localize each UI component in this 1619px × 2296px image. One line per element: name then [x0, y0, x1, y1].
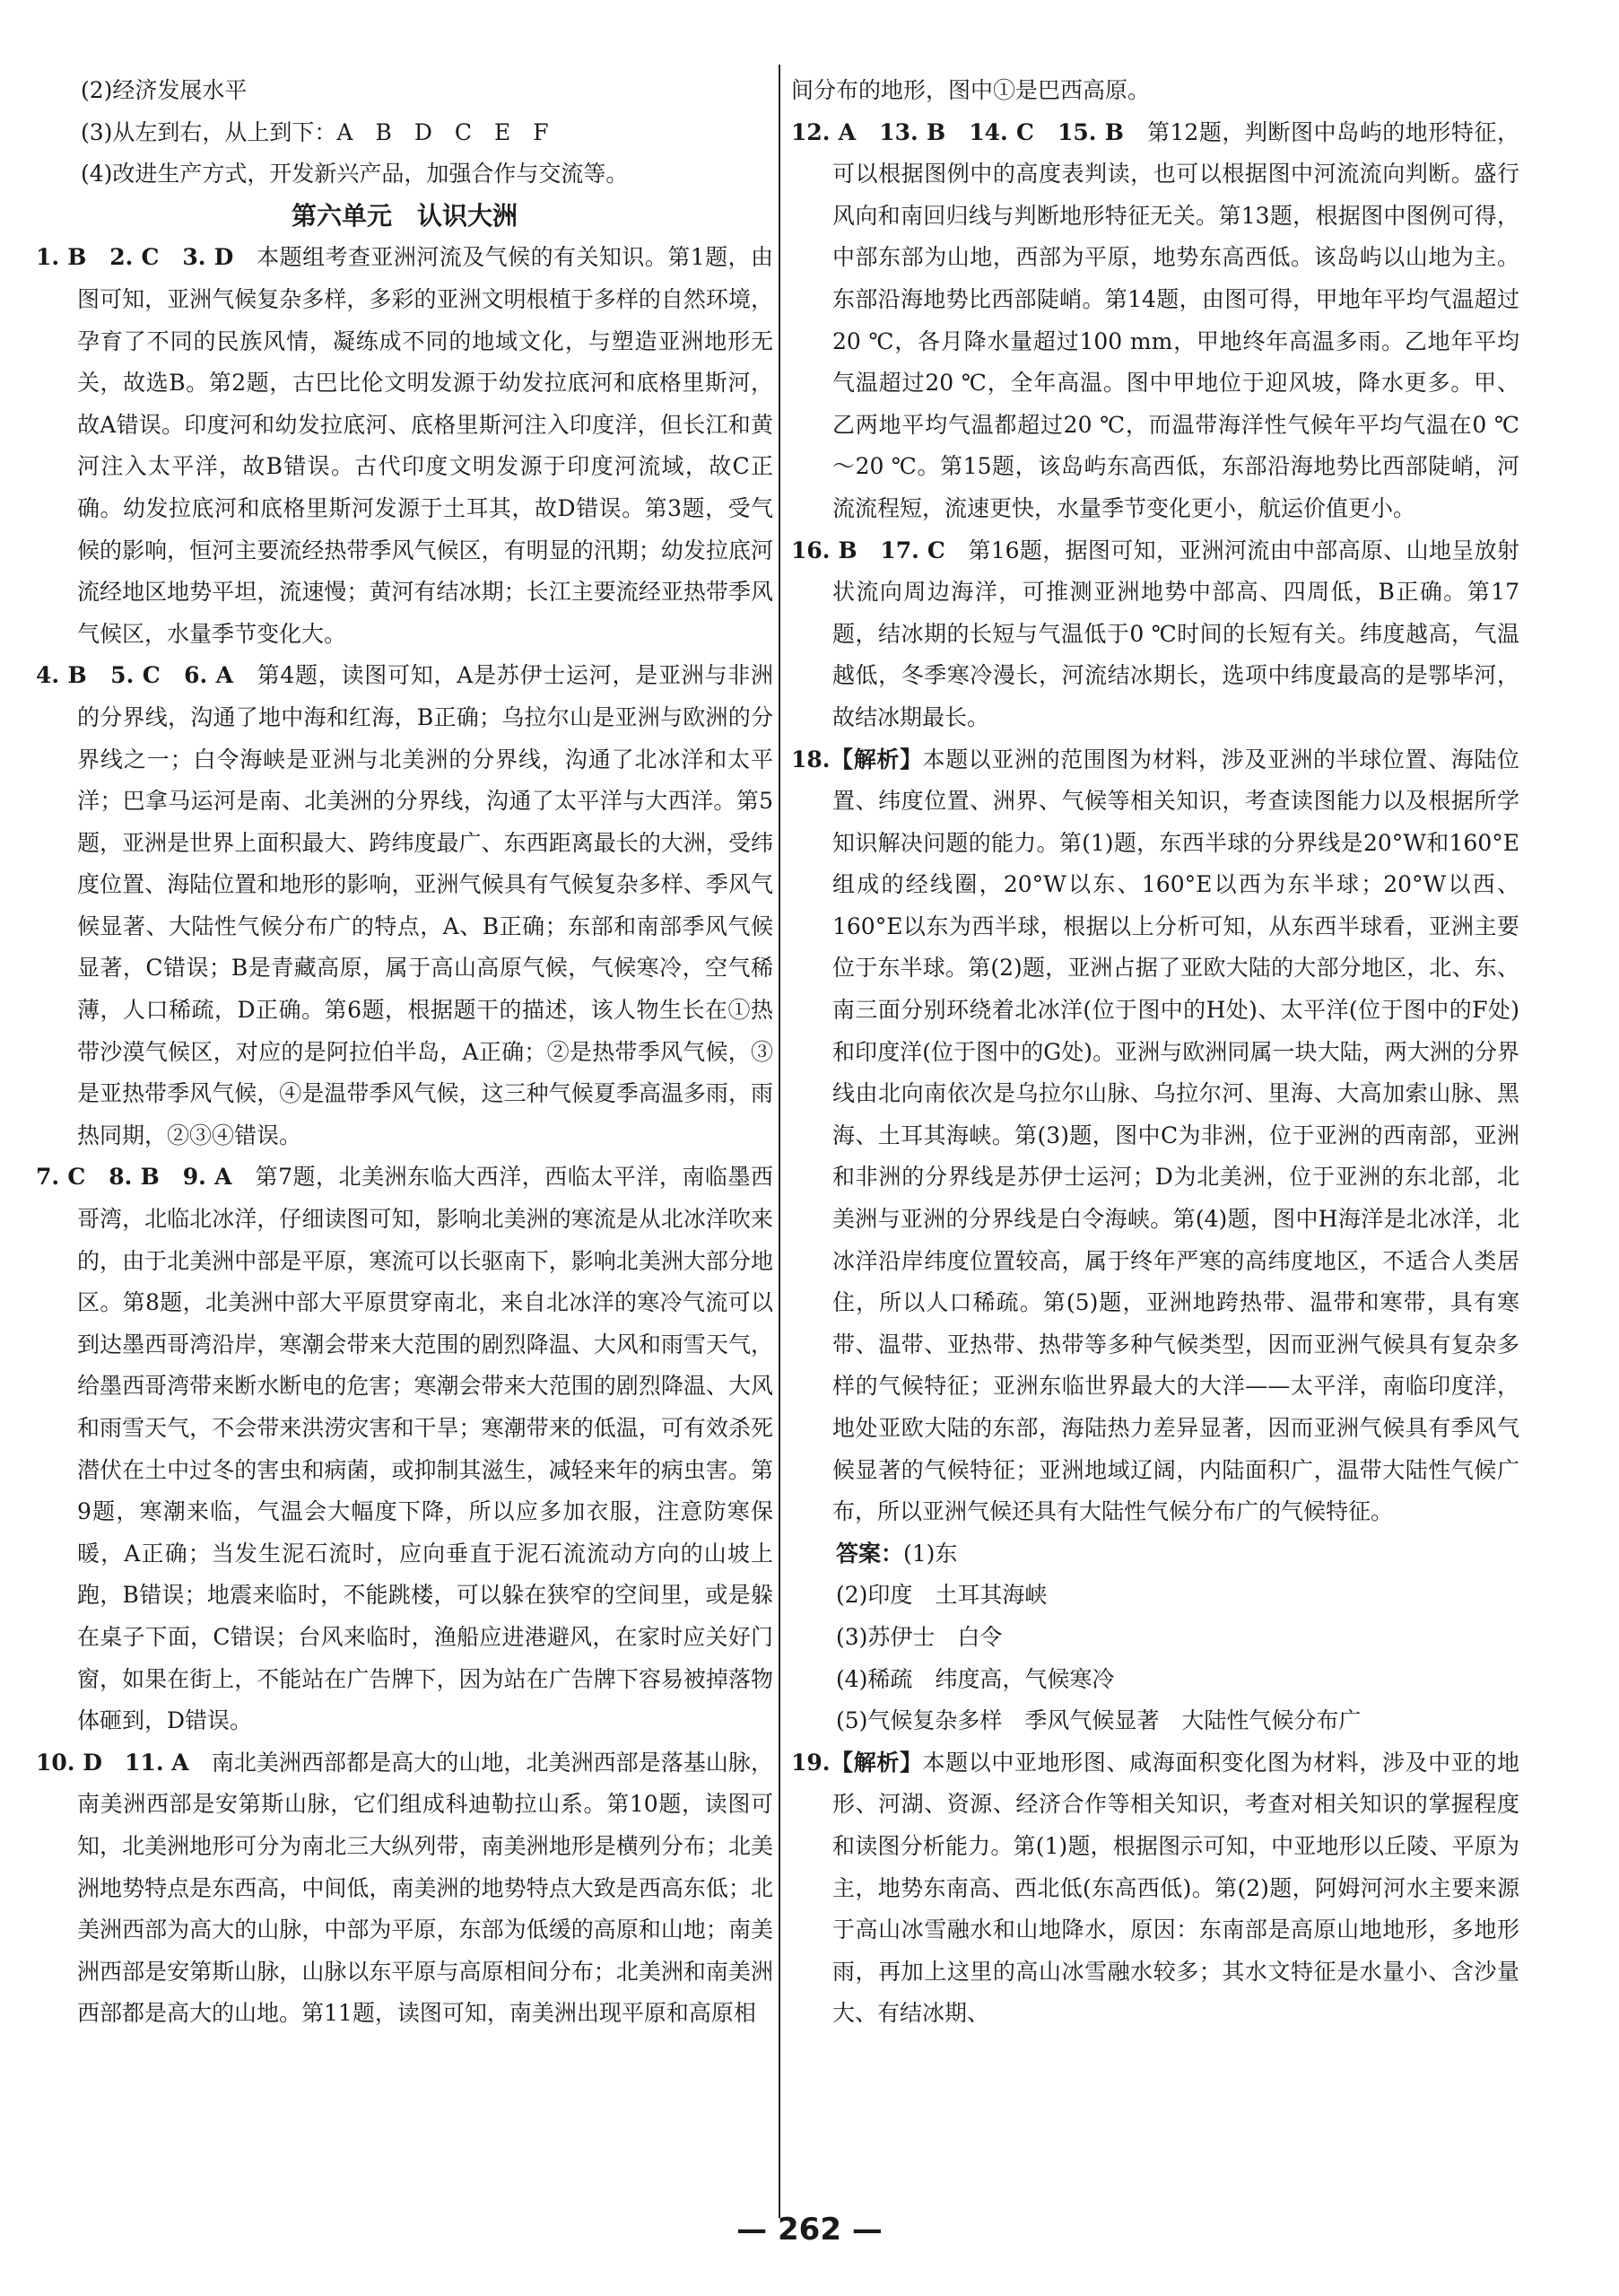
answer-key: 10. D 11. A [36, 1749, 189, 1776]
answer-line: (5)气候复杂多样 季风气候显著 大陆性气候分布广 [836, 1707, 1362, 1734]
answer-key: 12. A 13. B 14. C 15. B [791, 118, 1124, 145]
answer-line: (4)稀疏 纬度高，气候寒冷 [836, 1665, 1115, 1692]
answer-block [791, 1533, 1519, 1576]
answer-entry [791, 112, 1519, 530]
explanation-text: 本题以亚洲的范围图为材料，涉及亚洲的半球位置、海陆位置、纬度位置、洲界、气候等相关知识，考查读图能力以及根据所学知识解决问题的能力。第(1)题，东西半球的分界线是20°W和160°E组成的经线圈，20°W以东、160°E以西为东半球；20°W以西、160°E以东为西半球，根据以上分析可知，从东西半球看，亚洲主要位于东半球。第(2)题，亚洲占据了亚欧大陆的大部分地区，北、东、南三面分别环绕着北冰洋(位于图中的H处)、太平洋(位于图中的F处)和印度洋(位于图中的G处)。亚洲与欧洲同属一块大陆，两大洲的分界线由北向南依次是乌拉尔山脉、乌拉尔河、里海、大高加索山脉、黑海、土耳其海峡。第(3)题，图中C为非洲，位于亚洲的西南部，亚洲和非洲的分界线是苏伊士运河；D为北美洲，位于亚洲的东北部，北美洲与亚洲的分界线是白令海峡。第(4)题，图中H海洋是北冰洋，北冰洋沿岸纬度位置较高，属于终年严寒的高纬度地区，不适合人类居住，所以人口稀疏。第(5)题，亚洲地跨热带、温带和寒带，具有寒带、温带、亚热带、热带等多种气候类型，因而亚洲气候具有复杂多样的气候特征；亚洲东临世界最大的大洋——太平洋，南临印度洋，地处亚欧大陆的东部，海陆热力差异显著，因而亚洲气候具有季风气候显著的气候特征；亚洲地域辽阔，内陆面积广，温带大陆性气候广布，所以亚洲气候还具有大陆性气候分布广的气候特征。 [832, 746, 1519, 1525]
unit-title: 第六单元 认识大洲 [291, 200, 518, 231]
answer-line: (2)印度 土耳其海峡 [836, 1582, 1048, 1609]
explanation-text: 第12题，判断图中岛屿的地形特征，可以根据图例中的高度表判读，也可以根据图中河流流向判断。盛行风向和南回归线与判断地形特征无关。第13题，根据图中图例可得，中部东部为山地，西部为平原，地势东高西低。该岛屿以山地为主。东部沿海地势比西部陡峭。第14题，由图可得，甲地年平均气温超过20 ℃，各月降水量超过100 mm，甲地终年高温多雨。乙地年平均气温超过20 ℃，全年高温。图中甲地位于迎风坡，降水更多。甲、乙两地平均气温都超过20 ℃，而温带海洋性气候年平均气温在0 ℃～20 ℃。第15题，该岛屿东高西低，东部沿海地势比西部陡峭，河流流程短，流速更快，水量季节变化更小，航运价值更小。 [832, 118, 1519, 521]
answer-key: 16. B 17. C [791, 537, 945, 563]
answer-entry [36, 655, 773, 1157]
page-number: — 262 — [736, 2212, 883, 2248]
explanation-text: 第7题，北美洲东临大西洋，西临太平洋，南临墨西哥湾，北临北冰洋，仔细读图可知，影响北美洲的寒流是从北冰洋吹来的，由于北美洲中部是平原，寒流可以长驱南下，影响北美洲大部分地区。第8题，北美洲中部大平原贯穿南北，来自北冰洋的寒冷气流可以到达墨西哥湾沿岸，寒潮会带来大范围的剧烈降温、大风和雨雪天气，给墨西哥湾带来断水断电的危害；寒潮会带来大范围的剧烈降温、大风和雨雪天气，不会带来洪涝灾害和干旱；寒潮带来的低温，可有效杀死潜伏在土中过冬的害虫和病菌，或抑制其滋生，减轻来年的病虫害。第9题，寒潮来临，气温会大幅度下降，所以应多加衣服，注意防寒保暖，A正确；当发生泥石流时，应向垂直于泥石流流动方向的山坡上跑，B错误；地震来临时，不能跳楼，可以躲在狭窄的空间里，或是躲在桌子下面，C错误；台风来临时，渔船应进港避风，在家时应关好门窗，如果在街上，不能站在广告牌下，因为站在广告牌下容易被掉落物体砸到，D错误。 [77, 1164, 773, 1734]
answer-key: 4. B 5. C 6. A [36, 662, 234, 689]
continuation-text: 间分布的地形，图中①是巴西高原。 [791, 77, 1151, 103]
intro-line: (2)经济发展水平 [81, 77, 248, 103]
right-column [791, 70, 1519, 2035]
answer-key: 19.【解析】 [791, 1749, 923, 1776]
answer-entry [791, 530, 1519, 739]
explanation-text: 本题组考查亚洲河流及气候的有关知识。第1题，由图可知，亚洲气候复杂多样，多彩的亚洲文明根植于多样的自然环境，孕育了不同的民族风情，凝练成不同的地域文化，与塑造亚洲地形无关，故选B。第2题，古巴比伦文明发源于幼发拉底河和底格里斯河，故A错误。印度河和幼发拉底河、底格里斯河注入印度洋，但长江和黄河注入太平洋，故B错误。古代印度文明发源于印度河流域，故C正确。幼发拉底河和底格里斯河发源于土耳其，故D错误。第3题，受气候的影响，恒河主要流经热带季风气候区，有明显的汛期；幼发拉底河流经地区地势平坦，流速慢；黄河有结冰期；长江主要流经亚热带季风气候区，水量季节变化大。 [77, 244, 773, 647]
explanation-text: 南北美洲西部都是高大的山地，北美洲西部是落基山脉，南美洲西部是安第斯山脉，它们组成科迪勒拉山系。第10题，读图可知，北美洲地形可分为南北三大纵列带，南美洲地形是横列分布；北美洲地势特点是东西高，中间低，南美洲的地势特点大致是西高东低；北美洲西部为高大的山脉，中部为平原，东部为低缓的高原和山地；南美洲西部是安第斯山脉，山脉以东平原与高原相间分布；北美洲和南美洲西部都是高大的山地。第11题，读图可知，南美洲出现平原和高原相 [77, 1749, 773, 2027]
column-divider [779, 65, 780, 2218]
explanation-text: 第4题，读图可知，A是苏伊士运河，是亚洲与非洲的分界线，沟通了地中海和红海，B正确；乌拉尔山是亚洲与欧洲的分界线之一；白令海峡是亚洲与北美洲的分界线，沟通了北冰洋和太平洋；巴拿马运河是南、北美洲的分界线，沟通了太平洋与大西洋。第5题，亚洲是世界上面积最大、跨纬度最广、东西距离最长的大洲，受纬度位置、海陆位置和地形的影响，亚洲气候具有气候复杂多样、季风气候显著、大陆性气候分布广的特点，A、B正确；东部和南部季风气候显著，C错误；B是青藏高原，属于高山高原气候，气候寒冷，空气稀薄，人口稀疏，D正确。第6题，根据题干的描述，该人物生长在①热带沙漠气候区，对应的是阿拉伯半岛，A正确；②是热带季风气候，③是亚热带季风气候，④是温带季风气候，这三种气候夏季高温多雨，雨热同期，②③④错误。 [77, 662, 773, 1148]
intro-line: (4)改进生产方式，开发新兴产品，加强合作与交流等。 [81, 161, 629, 188]
answer-line: (3)苏伊士 白令 [836, 1623, 1003, 1650]
answer-key: 1. B 2. C 3. D [36, 244, 234, 271]
explanation-text: 本题以中亚地形图、咸海面积变化图为材料，涉及中亚的地形、河湖、资源、经济合作等相关知识，考查对相关知识的掌握程度和读图分析能力。第(1)题，根据图示可知，中亚地形以丘陵、平原为主，地势东南高、西北低(东高西低)。第(2)题，阿姆河河水主要来源于高山冰雪融水和山地降水，原因：东南部是高原山地地形，多地形雨，再加上这里的高山冰雪融水较多；其水文特征是水量小、含沙量大、有结冰期、 [832, 1749, 1519, 2027]
answer-line: (1)东 [903, 1540, 958, 1567]
answer-entry [36, 1157, 773, 1742]
answer-entry [791, 739, 1519, 1533]
answer-label: 答案： [836, 1540, 904, 1567]
explanation-text: 第16题，据图可知，亚洲河流由中部高原、山地呈放射状流向周边海洋，可推测亚洲地势中部高、四周低，B正确。第17题，结冰期的长短与气温低于0 ℃时间的长短有关。纬度越高，气温越低，冬季寒冷漫长，河流结冰期长，选项中纬度最高的是鄂毕河，故结冰期最长。 [832, 537, 1519, 730]
answer-key: 18.【解析】 [791, 746, 923, 773]
left-column [36, 70, 773, 2035]
answer-entry [36, 1742, 773, 2035]
answer-entry [791, 1742, 1519, 2035]
answer-entry [36, 237, 773, 655]
answer-key: 7. C 8. B 9. A [36, 1164, 232, 1191]
intro-line: (3)从左到右，从上到下：A B D C E F [81, 118, 549, 145]
